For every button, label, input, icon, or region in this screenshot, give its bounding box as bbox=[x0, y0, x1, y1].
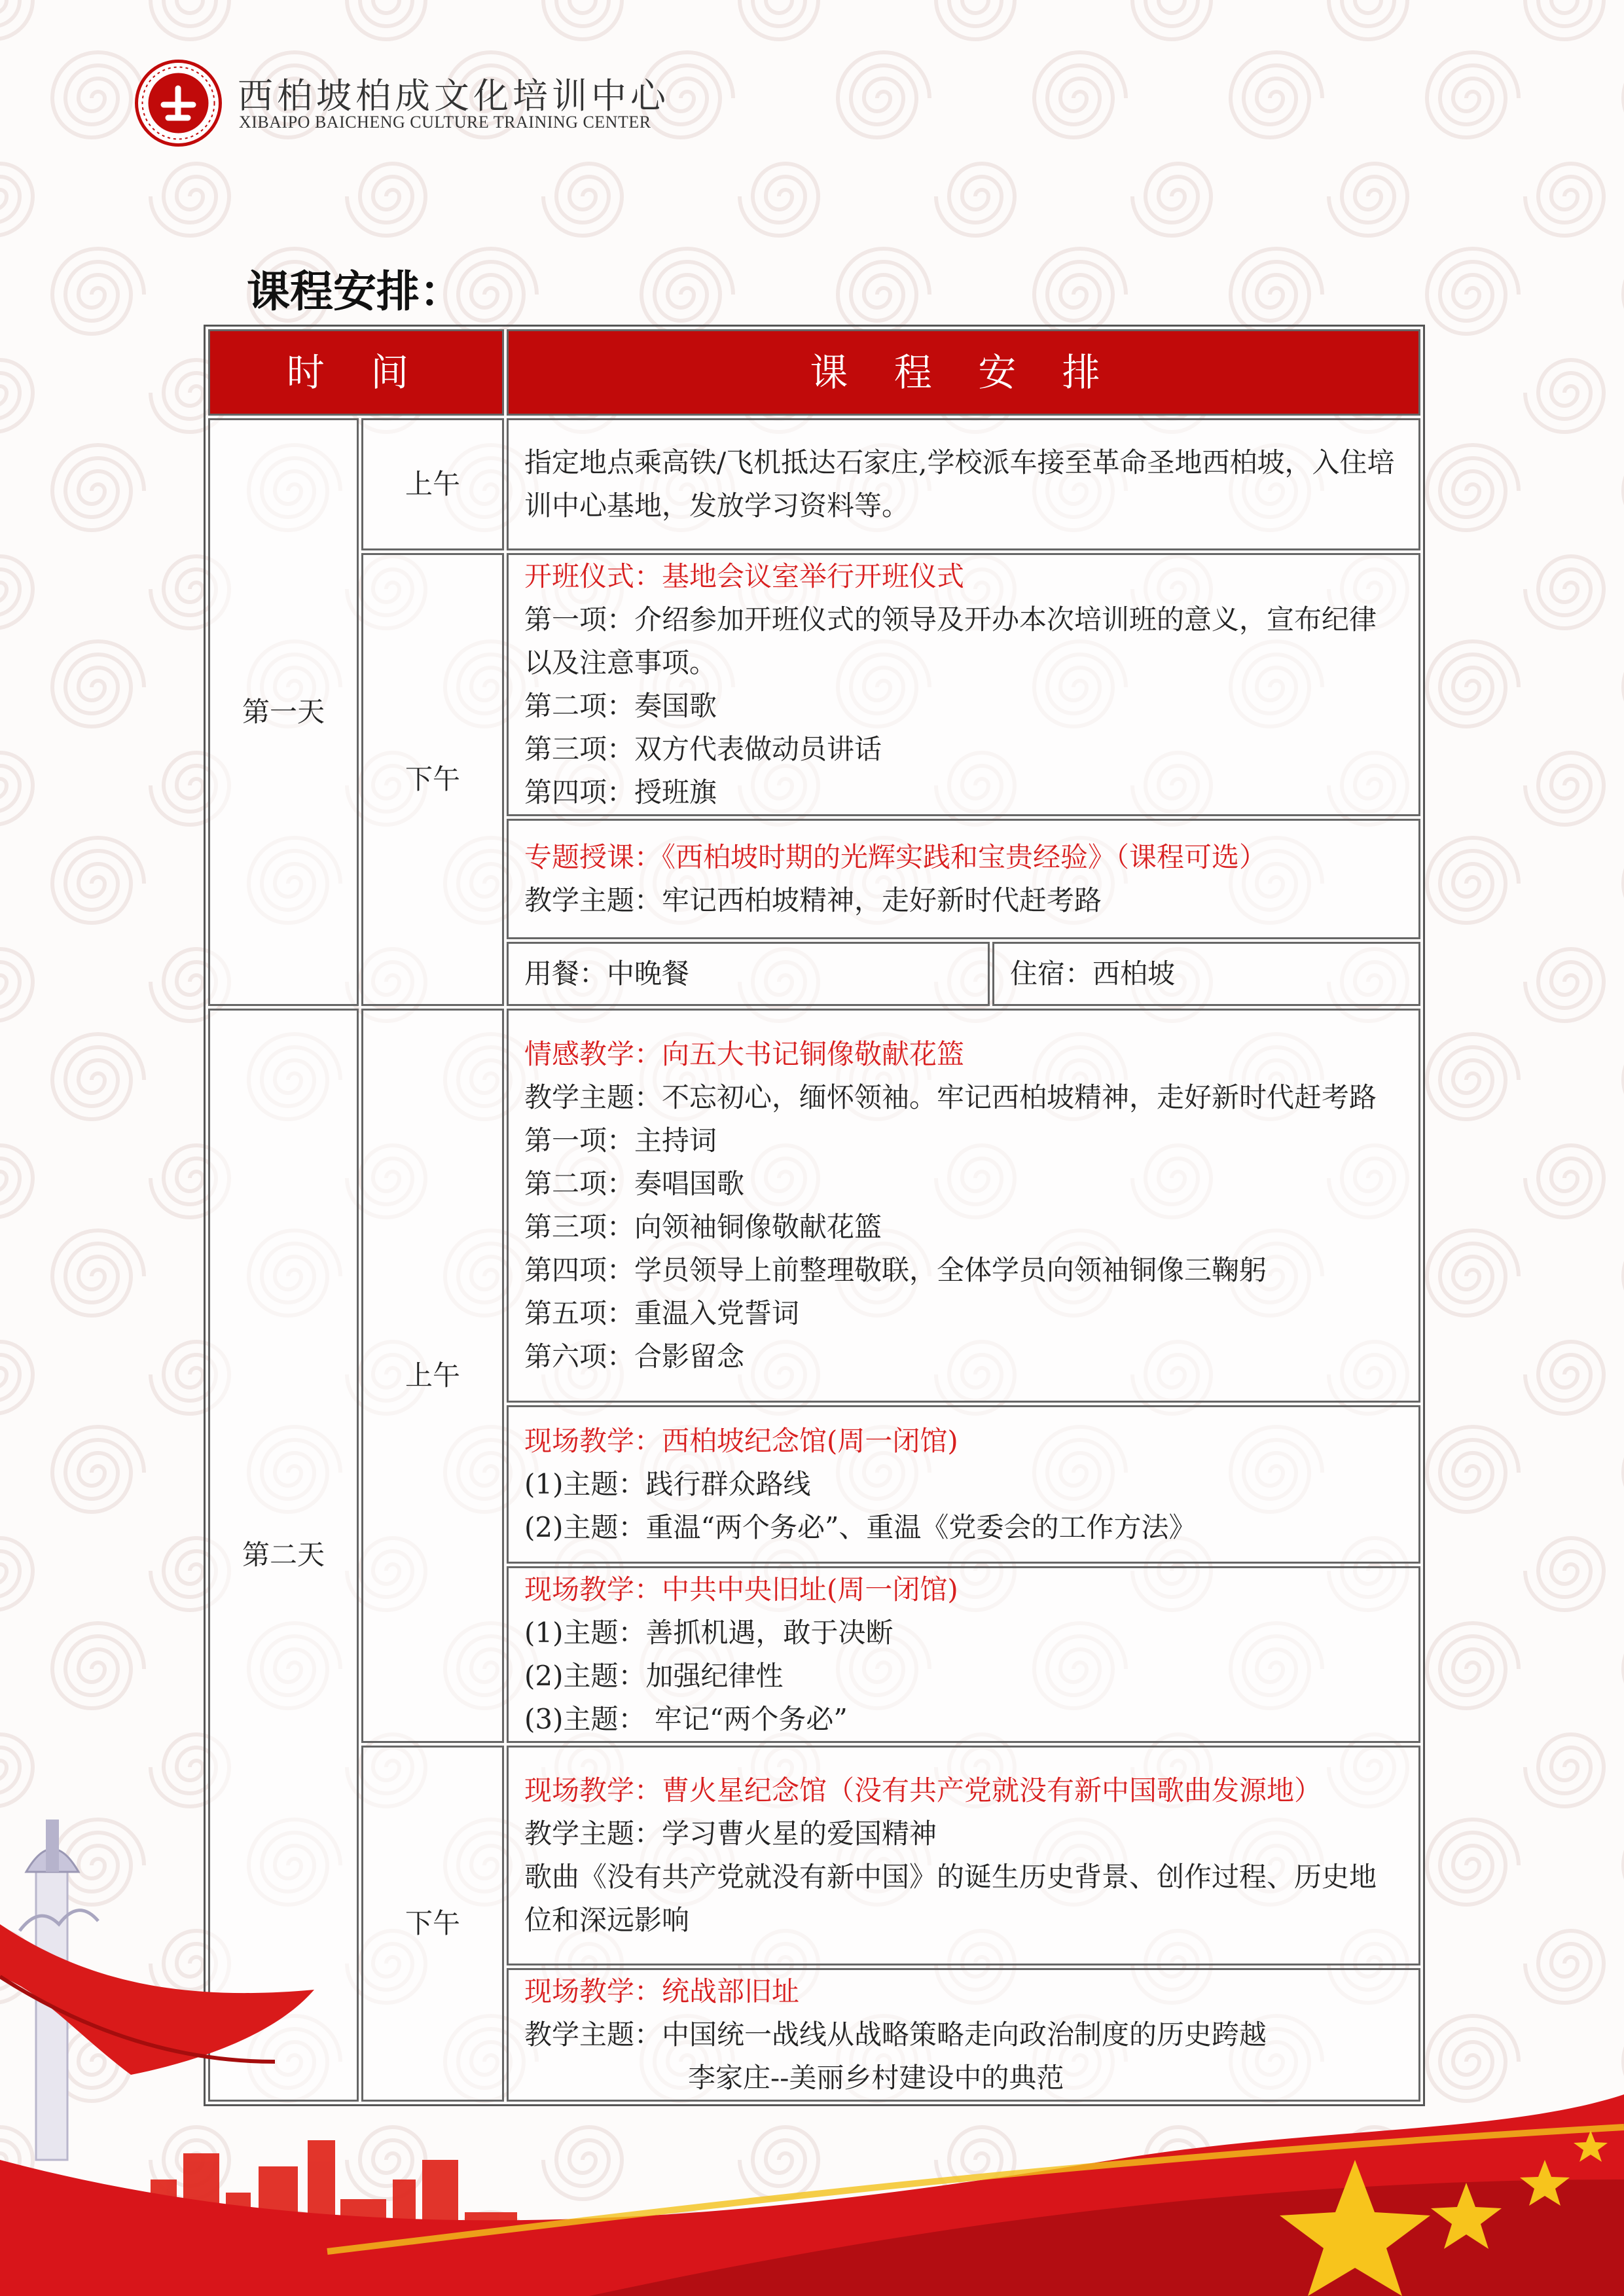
block-title: 现场教学：统战部旧址 bbox=[524, 1975, 800, 2007]
org-name-cn: 西柏坡柏成文化培训中心 bbox=[238, 75, 670, 117]
table-header-row bbox=[208, 329, 1420, 416]
block-line: 教学主题：学习曹火星的爱国精神 bbox=[524, 1818, 937, 1850]
table-row bbox=[208, 418, 1420, 550]
block-line: 第三项：双方代表做动员讲话 bbox=[524, 733, 882, 765]
day2-pm-block1 bbox=[507, 1746, 1420, 1965]
block-line: (2)主题：加强纪律性 bbox=[524, 1660, 784, 1692]
block-line: 第四项：授班旗 bbox=[524, 776, 717, 808]
block-line: 第三项：向领袖铜像敬献花篮 bbox=[524, 1211, 882, 1243]
day1-pm-block2 bbox=[507, 819, 1420, 939]
day1-pm-label: 下午 bbox=[361, 553, 504, 1006]
day1-lodging: 住宿：西柏坡 bbox=[992, 942, 1420, 1006]
header-schedule: 课 程 安 排 bbox=[507, 329, 1420, 416]
day2-label: 第二天 bbox=[208, 1009, 359, 2102]
block-title: 现场教学：西柏坡纪念馆(周一闭馆) bbox=[524, 1425, 958, 1457]
block-line: 第一项：介绍参加开班仪式的领导及开办本次培训班的意义，宣布纪律以及注意事项。 bbox=[524, 603, 1377, 679]
schedule-table bbox=[204, 325, 1425, 2106]
day1-pm-block1 bbox=[507, 553, 1420, 816]
block-line: (1)主题：善抓机遇，敢于决断 bbox=[524, 1617, 893, 1649]
table-row bbox=[208, 1746, 1420, 1965]
day2-am-label: 上午 bbox=[361, 1009, 504, 1743]
block-line: 第五项：重温入党誓词 bbox=[524, 1297, 800, 1329]
block-line: 第四项：学员领导上前整理敬联，全体学员向领袖铜像三鞠躬 bbox=[524, 1254, 1267, 1286]
block-line: (3)主题： 牢记“两个务必” bbox=[524, 1703, 848, 1735]
block-line: 第二项：奏国歌 bbox=[524, 690, 717, 722]
day2-am-block2 bbox=[507, 1405, 1420, 1564]
org-logo-icon bbox=[134, 59, 223, 147]
day2-pm-block2 bbox=[507, 1968, 1420, 2102]
org-logo-header bbox=[134, 54, 670, 152]
block-title: 专题授课：《西柏坡时期的光辉实践和宝贵经验》（课程可选） bbox=[524, 841, 1267, 873]
block-line: 教学主题：中国统一战线从战略策略走向政治制度的历史跨越 bbox=[524, 2018, 1267, 2051]
day2-pm-label: 下午 bbox=[361, 1746, 504, 2102]
block-line: 第二项：奏唱国歌 bbox=[524, 1168, 745, 1200]
block-line: 李家庄--美丽乡村建设中的典范 bbox=[688, 2062, 1064, 2094]
block-line: 第一项：主持词 bbox=[524, 1124, 717, 1157]
block-title: 现场教学：中共中央旧址(周一闭馆) bbox=[524, 1573, 958, 1605]
day2-am-block1 bbox=[507, 1009, 1420, 1403]
block-title: 开班仪式：基地会议室举行开班仪式 bbox=[524, 560, 965, 592]
block-line: (1)主题：践行群众路线 bbox=[524, 1468, 811, 1500]
org-name-en: XIBAIPO BAICHENG CULTURE TRAINING CENTER bbox=[239, 113, 651, 132]
block-line: 第六项：合影留念 bbox=[524, 1340, 745, 1372]
block-line: 教学主题：牢记西柏坡精神，走好新时代赶考路 bbox=[524, 884, 1102, 916]
block-title: 现场教学：曹火星纪念馆（没有共产党就没有新中国歌曲发源地） bbox=[524, 1774, 1322, 1806]
header-time: 时 间 bbox=[208, 329, 504, 416]
day2-am-block3 bbox=[507, 1566, 1420, 1743]
day1-am-label: 上午 bbox=[361, 418, 504, 550]
block-line: (2)主题：重温“两个务必”、重温《党委会的工作方法》 bbox=[524, 1511, 1197, 1543]
day1-label: 第一天 bbox=[208, 418, 359, 1006]
day1-am-text: 指定地点乘高铁/飞机抵达石家庄,学校派车接至革命圣地西柏坡，入住培训中心基地，发放学习资料等。 bbox=[507, 418, 1420, 550]
block-line: 歌曲《没有共产党就没有新中国》的诞生历史背景、创作过程、历史地位和深远影响 bbox=[524, 1861, 1377, 1936]
day1-meals: 用餐：中晚餐 bbox=[507, 942, 990, 1006]
table-row bbox=[208, 553, 1420, 816]
section-title: 课程安排： bbox=[247, 266, 463, 317]
block-title: 情感教学：向五大书记铜像敬献花篮 bbox=[524, 1038, 965, 1070]
table-row bbox=[208, 1009, 1420, 1403]
block-line: 教学主题：不忘初心，缅怀领袖。牢记西柏坡精神，走好新时代赶考路 bbox=[524, 1081, 1377, 1113]
